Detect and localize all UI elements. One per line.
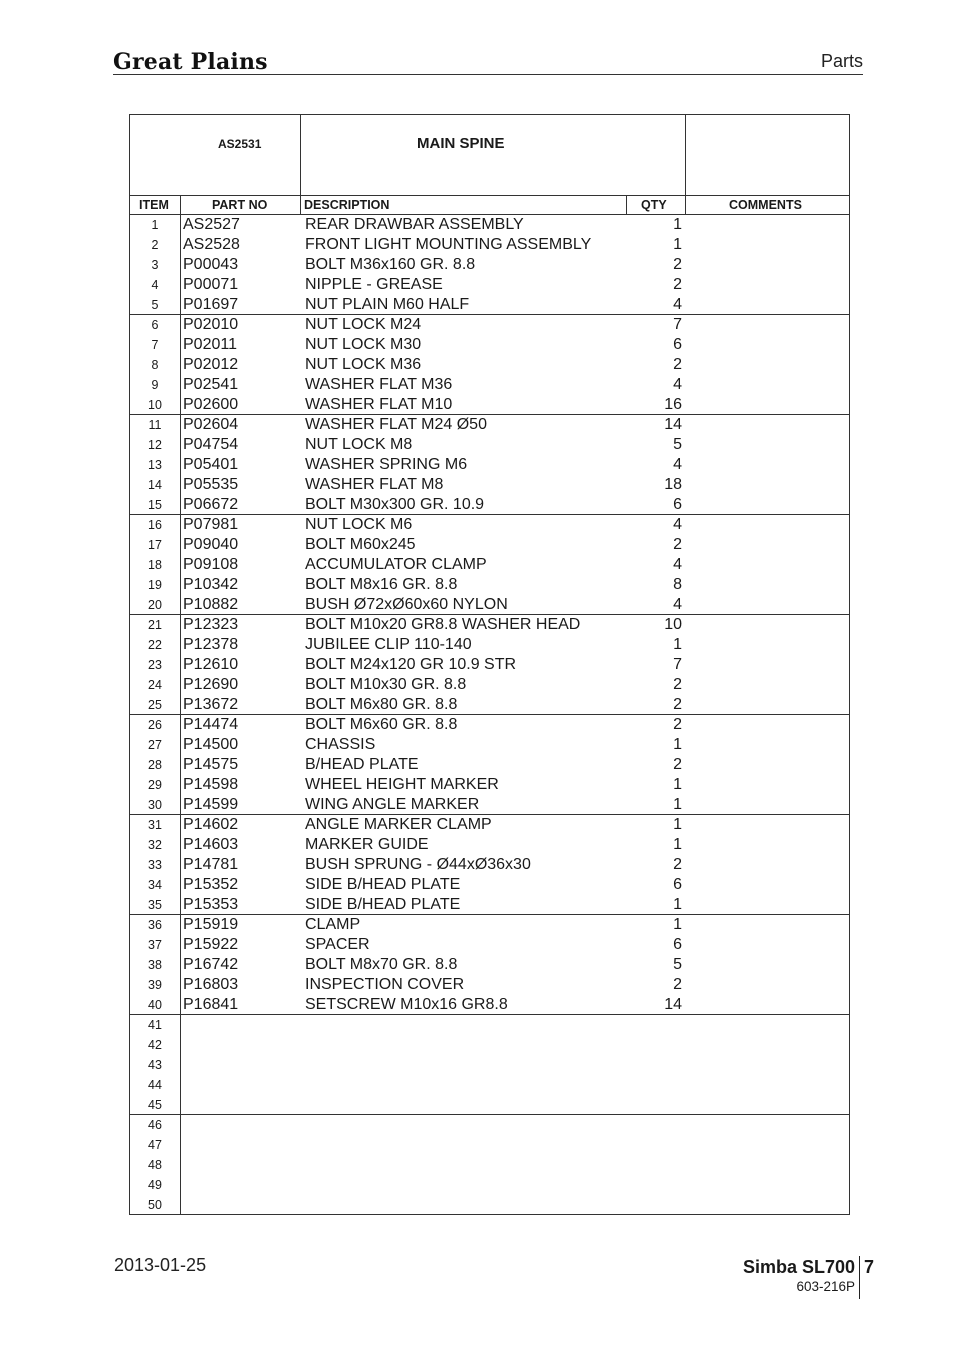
item-number: 38 — [148, 958, 162, 972]
item-number: 6 — [151, 318, 159, 332]
col-header-item: ITEM — [139, 198, 169, 212]
item-number: 41 — [148, 1018, 162, 1032]
part-quantity: 18 — [664, 476, 682, 493]
part-description: SIDE B/HEAD PLATE — [305, 896, 461, 913]
table-row — [130, 875, 849, 895]
table-row — [130, 575, 849, 595]
table-row — [130, 475, 849, 495]
table-row — [130, 1075, 849, 1095]
part-description: BUSH Ø72xØ60x60 NYLON — [305, 596, 508, 613]
part-quantity: 14 — [664, 996, 682, 1013]
part-description: BOLT M30x300 GR. 10.9 — [305, 496, 485, 513]
table-row — [130, 955, 849, 975]
part-number: P02541 — [183, 376, 239, 393]
table-row — [130, 855, 849, 875]
part-description: JUBILEE CLIP 110-140 — [305, 636, 472, 653]
part-description: BOLT M36x160 GR. 8.8 — [305, 256, 476, 273]
part-number: P14474 — [183, 716, 239, 733]
item-number: 5 — [151, 298, 159, 312]
part-number: AS2528 — [183, 236, 240, 253]
part-quantity: 5 — [673, 436, 682, 453]
item-number: 47 — [148, 1138, 162, 1152]
table-row — [130, 1035, 849, 1055]
part-quantity: 5 — [673, 956, 682, 973]
part-number: P14781 — [183, 856, 239, 873]
table-row — [130, 435, 849, 455]
table-row — [130, 255, 849, 275]
col-header-part-no: PART NO — [212, 198, 268, 212]
part-description: BOLT M8x70 GR. 8.8 — [305, 956, 458, 973]
part-quantity: 2 — [673, 696, 682, 713]
table-row — [130, 1195, 849, 1215]
part-number: P12690 — [183, 676, 239, 693]
part-number: P15352 — [183, 876, 239, 893]
part-description: SPACER — [305, 936, 370, 953]
table-row — [130, 915, 849, 935]
item-number: 50 — [148, 1198, 162, 1212]
part-number: P06672 — [183, 496, 239, 513]
part-quantity: 1 — [673, 816, 682, 833]
item-number: 31 — [148, 818, 162, 832]
item-number: 39 — [148, 978, 162, 992]
part-number: P02010 — [183, 316, 239, 333]
table-row — [130, 495, 849, 515]
part-number: P14575 — [183, 756, 239, 773]
col-header-qty: QTY — [641, 198, 667, 212]
part-quantity: 2 — [673, 716, 682, 733]
item-number: 48 — [148, 1158, 162, 1172]
part-description: WING ANGLE MARKER — [305, 796, 480, 813]
item-number: 33 — [148, 858, 162, 872]
item-number: 22 — [148, 638, 162, 652]
part-number: P10882 — [183, 596, 239, 613]
table-row — [130, 895, 849, 915]
part-description: CLAMP — [305, 916, 361, 933]
part-description: BOLT M60x245 — [305, 536, 416, 553]
part-description: B/HEAD PLATE — [305, 756, 419, 773]
item-number: 23 — [148, 658, 162, 672]
part-description: WASHER FLAT M8 — [305, 476, 444, 493]
part-quantity: 1 — [673, 776, 682, 793]
item-number: 1 — [151, 218, 159, 232]
table-row — [130, 1055, 849, 1075]
table-row — [130, 735, 849, 755]
item-number: 13 — [148, 458, 162, 472]
footer-model: Simba SL700 — [742, 1257, 855, 1277]
part-quantity: 1 — [673, 836, 682, 853]
item-number: 43 — [148, 1058, 162, 1072]
item-number: 16 — [148, 518, 162, 532]
part-number: P14599 — [183, 796, 239, 813]
part-number: P02012 — [183, 356, 239, 373]
table-row — [130, 675, 849, 695]
part-number: P00071 — [183, 276, 239, 293]
part-quantity: 16 — [664, 396, 682, 413]
footer-page-number: 7 — [864, 1257, 875, 1277]
part-quantity: 2 — [673, 856, 682, 873]
part-quantity: 2 — [673, 976, 682, 993]
part-number: P02600 — [183, 396, 239, 413]
table-row — [130, 375, 849, 395]
table-row — [130, 815, 849, 835]
header-divider — [113, 74, 863, 75]
col-header-comments: COMMENTS — [729, 198, 802, 212]
part-description: NUT PLAIN M60 HALF — [305, 296, 470, 313]
item-number: 9 — [151, 378, 159, 392]
section-title: Parts — [820, 51, 863, 71]
part-number: P16841 — [183, 996, 239, 1013]
table-row — [130, 595, 849, 615]
item-number: 2 — [151, 238, 159, 252]
part-quantity: 1 — [673, 236, 682, 253]
part-quantity: 2 — [673, 536, 682, 553]
item-number: 14 — [148, 478, 162, 492]
table-row — [130, 1135, 849, 1155]
assembly-part-number: AS2531 — [218, 137, 262, 151]
part-description: BOLT M10x20 GR8.8 WASHER HEAD — [305, 616, 581, 633]
item-number: 7 — [151, 338, 159, 352]
brand-logo: Great Plains — [113, 49, 268, 75]
item-number: 32 — [148, 838, 162, 852]
part-description: BOLT M6x60 GR. 8.8 — [305, 716, 458, 733]
table-row — [130, 1015, 849, 1035]
part-number: P04754 — [183, 436, 239, 453]
part-number: P05535 — [183, 476, 239, 493]
part-quantity: 4 — [673, 516, 682, 533]
item-number: 15 — [148, 498, 162, 512]
part-number: P15922 — [183, 936, 239, 953]
table-row — [130, 315, 849, 335]
item-number: 49 — [148, 1178, 162, 1192]
item-number: 28 — [148, 758, 162, 772]
part-quantity: 4 — [673, 556, 682, 573]
part-quantity: 4 — [673, 296, 682, 313]
part-description: WHEEL HEIGHT MARKER — [305, 776, 499, 793]
item-number: 40 — [148, 998, 162, 1012]
part-description: ACCUMULATOR CLAMP — [305, 556, 487, 573]
part-number: P16803 — [183, 976, 239, 993]
assembly-name: MAIN SPINE — [417, 135, 505, 152]
item-number: 36 — [148, 918, 162, 932]
part-number: P00043 — [183, 256, 239, 273]
part-number: P05401 — [183, 456, 239, 473]
part-quantity: 6 — [673, 936, 682, 953]
item-number: 27 — [148, 738, 162, 752]
part-quantity: 1 — [673, 896, 682, 913]
part-number: P14500 — [183, 736, 239, 753]
part-quantity: 1 — [673, 916, 682, 933]
table-row — [130, 395, 849, 415]
table-row — [130, 1155, 849, 1175]
part-quantity: 6 — [673, 496, 682, 513]
part-description: NUT LOCK M36 — [305, 356, 422, 373]
part-quantity: 2 — [673, 676, 682, 693]
item-number: 34 — [148, 878, 162, 892]
part-description: INSPECTION COVER — [305, 976, 465, 993]
assembly-title-row — [130, 115, 849, 196]
table-row — [130, 775, 849, 795]
table-row — [130, 215, 849, 235]
table-row — [130, 555, 849, 575]
table-row — [130, 975, 849, 995]
part-number: P14602 — [183, 816, 239, 833]
table-row — [130, 995, 849, 1015]
part-quantity: 2 — [673, 276, 682, 293]
item-number: 4 — [151, 278, 159, 292]
part-quantity: 2 — [673, 256, 682, 273]
part-quantity: 1 — [673, 636, 682, 653]
part-number: P12378 — [183, 636, 239, 653]
part-number: P01697 — [183, 296, 239, 313]
footer-divider — [859, 1256, 860, 1299]
part-description: REAR DRAWBAR ASSEMBLY — [305, 216, 524, 233]
table-row — [130, 655, 849, 675]
part-description: FRONT LIGHT MOUNTING ASSEMBLY — [305, 236, 592, 253]
part-description: NIPPLE - GREASE — [305, 276, 443, 293]
part-description: SETSCREW M10x16 GR8.8 — [305, 996, 508, 1013]
table-row — [130, 235, 849, 255]
footer-date: 2013-01-25 — [114, 1255, 207, 1275]
part-number: P12610 — [183, 656, 239, 673]
part-quantity: 4 — [673, 456, 682, 473]
part-quantity: 1 — [673, 736, 682, 753]
item-number: 30 — [148, 798, 162, 812]
part-quantity: 2 — [673, 356, 682, 373]
part-description: SIDE B/HEAD PLATE — [305, 876, 461, 893]
item-number: 45 — [148, 1098, 162, 1112]
table-row — [130, 355, 849, 375]
part-description: NUT LOCK M8 — [305, 436, 413, 453]
table-row — [130, 635, 849, 655]
item-number: 10 — [148, 398, 162, 412]
part-quantity: 6 — [673, 876, 682, 893]
part-quantity: 2 — [673, 756, 682, 773]
table-body — [130, 215, 849, 1215]
table-row — [130, 415, 849, 435]
part-description: BOLT M10x30 GR. 8.8 — [305, 676, 467, 693]
part-number: P10342 — [183, 576, 239, 593]
part-number: P02011 — [183, 336, 237, 353]
table-row — [130, 515, 849, 535]
footer-document-number: 603-216P — [796, 1279, 855, 1294]
part-number: P07981 — [183, 516, 239, 533]
item-number: 42 — [148, 1038, 162, 1052]
table-row — [130, 715, 849, 735]
part-number: P14603 — [183, 836, 239, 853]
table-row — [130, 535, 849, 555]
part-quantity: 1 — [673, 796, 682, 813]
item-number: 26 — [148, 718, 162, 732]
item-number: 18 — [148, 558, 162, 572]
part-description: BOLT M6x80 GR. 8.8 — [305, 696, 458, 713]
part-description: BOLT M24x120 GR 10.9 STR — [305, 656, 517, 673]
item-number: 37 — [148, 938, 162, 952]
item-number: 25 — [148, 698, 162, 712]
item-number: 21 — [148, 618, 162, 632]
part-number: P14598 — [183, 776, 239, 793]
part-description: WASHER FLAT M24 Ø50 — [305, 416, 487, 433]
table-row — [130, 455, 849, 475]
part-number: P09108 — [183, 556, 239, 573]
table-row — [130, 335, 849, 355]
part-quantity: 1 — [673, 216, 682, 233]
part-quantity: 14 — [664, 416, 682, 433]
part-number: P02604 — [183, 416, 239, 433]
part-number: P09040 — [183, 536, 239, 553]
part-description: WASHER FLAT M10 — [305, 396, 453, 413]
item-number: 11 — [148, 418, 162, 432]
part-quantity: 10 — [664, 616, 682, 633]
part-description: WASHER FLAT M36 — [305, 376, 453, 393]
item-number: 19 — [148, 578, 162, 592]
item-number: 3 — [151, 258, 159, 272]
table-row — [130, 1095, 849, 1115]
part-quantity: 7 — [673, 656, 682, 673]
part-number: P15919 — [183, 916, 239, 933]
item-number: 29 — [148, 778, 162, 792]
part-description: BOLT M8x16 GR. 8.8 — [305, 576, 458, 593]
part-description: NUT LOCK M24 — [305, 316, 422, 333]
part-description: ANGLE MARKER CLAMP — [305, 816, 492, 833]
item-number: 8 — [151, 358, 159, 372]
table-row — [130, 835, 849, 855]
item-number: 20 — [148, 598, 162, 612]
item-number: 44 — [148, 1078, 162, 1092]
part-description: WASHER SPRING M6 — [305, 456, 468, 473]
part-number: P16742 — [183, 956, 239, 973]
part-quantity: 7 — [673, 316, 682, 333]
table-row — [130, 275, 849, 295]
item-number: 12 — [148, 438, 162, 452]
part-number: P15353 — [183, 896, 239, 913]
part-description: MARKER GUIDE — [305, 836, 429, 853]
part-description: NUT LOCK M30 — [305, 336, 422, 353]
column-header-row — [130, 195, 849, 215]
parts-table — [129, 114, 850, 1215]
part-quantity: 4 — [673, 376, 682, 393]
part-number: P12323 — [183, 616, 239, 633]
part-quantity: 4 — [673, 596, 682, 613]
table-row — [130, 695, 849, 715]
col-header-description: DESCRIPTION — [304, 198, 390, 212]
table-row — [130, 1175, 849, 1195]
table-row — [130, 295, 849, 315]
part-quantity: 6 — [673, 336, 682, 353]
item-number: 35 — [148, 898, 162, 912]
part-description: BUSH SPRUNG - Ø44xØ36x30 — [305, 856, 531, 873]
part-number: P13672 — [183, 696, 239, 713]
part-description: CHASSIS — [305, 736, 376, 753]
part-quantity: 8 — [673, 576, 682, 593]
part-number: AS2527 — [183, 216, 240, 233]
part-description: NUT LOCK M6 — [305, 516, 413, 533]
table-row — [130, 615, 849, 635]
table-row — [130, 795, 849, 815]
table-row — [130, 935, 849, 955]
item-number: 24 — [148, 678, 162, 692]
table-row — [130, 1115, 849, 1135]
table-row — [130, 755, 849, 775]
item-number: 17 — [148, 538, 162, 552]
item-number: 46 — [148, 1118, 162, 1132]
